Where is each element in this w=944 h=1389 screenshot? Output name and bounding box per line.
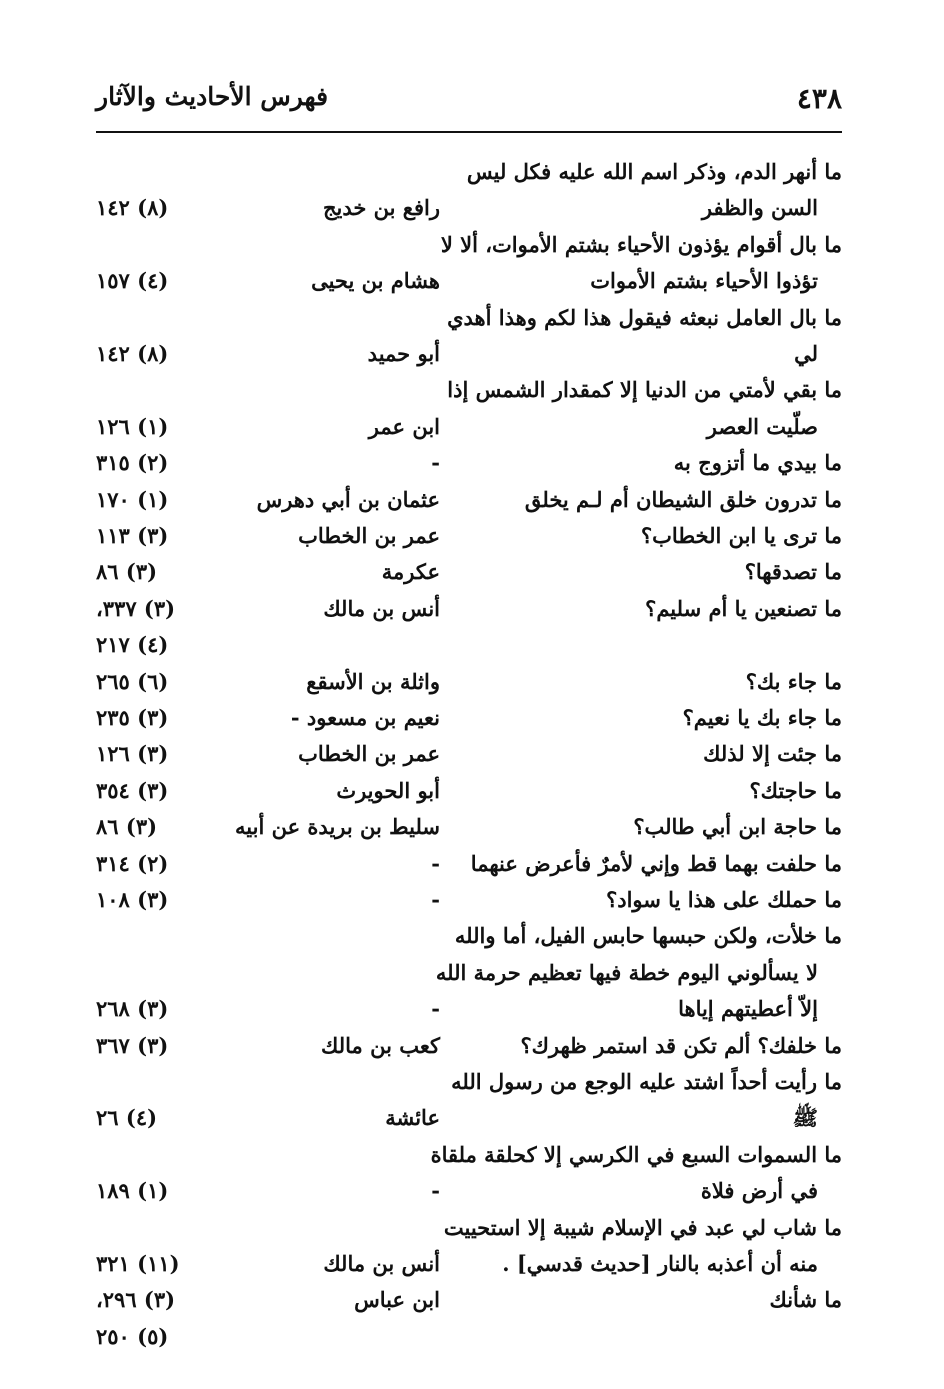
narrator: - [431, 850, 440, 876]
hadith-text: ما خلأت، ولكن حبسها حابس الفيل، أما والله [454, 923, 842, 949]
hadith-text: ما جئت إلا لذلك [703, 741, 842, 767]
hadith-text-continuation: السن والظفر [701, 195, 818, 221]
narrator: أبو حميد [367, 341, 440, 366]
volume-page-ref: (٨) ١٤٢ [96, 195, 169, 221]
volume-page-ref: (٣) ١٢٦ [96, 741, 169, 767]
volume-page-ref: (٤) ٢٦ [96, 1105, 158, 1131]
volume-page-ref: (٢) ٣١٥ [96, 450, 169, 476]
hadith-text-continuation: إلاّ أعطيتهم إياها [678, 996, 818, 1022]
hadith-text: ما خلفك؟ ألم تكن قد استمر ظهرك؟ [520, 1032, 842, 1058]
running-title: فهرس الأحاديث والآثار [96, 82, 329, 111]
hadith-text: ما جاء بك؟ [745, 668, 842, 694]
volume-page-ref: (٥) ٢٥٠ [96, 1323, 169, 1349]
narrator: ابن عباس [354, 1287, 440, 1313]
page-header [96, 78, 842, 126]
narrator: أبو الحويرث [336, 777, 440, 803]
narrator: أنس بن مالك [323, 1251, 440, 1276]
narrator: - [431, 1178, 440, 1204]
hadith-text: ما حملك على هذا يا سواد؟ [606, 887, 842, 912]
volume-page-ref: (٤) ١٥٧ [96, 268, 169, 294]
volume-page-ref: (٣) ١١٣ [96, 523, 169, 548]
volume-page-ref: (٢) ٣١٤ [96, 850, 169, 876]
narrator: نعيم بن مسعود - [290, 705, 440, 730]
volume-page-ref: (١١) ٣٢١ [96, 1251, 180, 1276]
hadith-text-continuation: في أرض فلاة [700, 1178, 818, 1204]
hadith-text: ما تصدقها؟ [744, 559, 842, 585]
volume-page-ref: (٣) ٨٦ [96, 559, 158, 585]
volume-page-ref: (٣) ٨٦ [96, 814, 158, 840]
hadith-text: ما حاجة ابن أبي طالب؟ [633, 814, 842, 840]
hadith-text: ما شأنك [769, 1287, 842, 1313]
narrator: هشام بن يحيى [311, 268, 440, 294]
hadith-text-continuation: تؤذوا الأحياء بشتم الأموات [590, 268, 818, 294]
narrator: - [431, 450, 440, 476]
hadith-text-continuation: منه أن أعذبه بالنار [حديث قدسي] . [502, 1251, 818, 1276]
hadith-text: ما أنهر الدم، وذكر اسم الله عليه فكل ليس [466, 159, 842, 184]
hadith-text: ما بال العامل نبعثه فيقول هذا لكم وهذا أهدي [447, 304, 842, 330]
narrator: عمر بن الخطاب [298, 523, 440, 548]
volume-page-ref: (٤) ٢١٧ [96, 632, 169, 658]
volume-page-ref: (٣) ٢٣٥ [96, 705, 169, 730]
narrator: عائشة [385, 1105, 440, 1131]
volume-page-ref: (٣) ٢٦٨ [96, 996, 169, 1022]
header-divider [96, 131, 842, 133]
hadith-text-continuation: صلّيت العصر [706, 413, 818, 439]
volume-page-ref: (١) ١٧٠ [96, 486, 169, 512]
volume-page-ref: (٨) ١٤٢ [96, 341, 169, 366]
narrator: - [431, 996, 440, 1022]
volume-page-ref: (١) ١٨٩ [96, 1178, 169, 1204]
narrator: - [431, 887, 440, 912]
page-number: ٤٣٨ [796, 82, 842, 115]
volume-page-ref: (٣) ١٠٨ [96, 887, 169, 912]
volume-page-ref: (٣) ٣٥٤ [96, 777, 169, 803]
volume-page-ref: (٣) ٣٣٧، [96, 595, 176, 621]
hadith-text: ما بيدي ما أتزوج به [673, 450, 842, 476]
volume-page-ref: (٦) ٢٦٥ [96, 668, 169, 694]
narrator: عكرمة [381, 559, 440, 585]
volume-page-ref: (٣) ٣٦٧ [96, 1032, 169, 1058]
hadith-text: ما ترى يا ابن الخطاب؟ [641, 523, 842, 548]
narrator: عمر بن الخطاب [298, 741, 440, 767]
hadith-text: ما بقي لأمتي من الدنيا إلا كمقدار الشمس إذا [447, 377, 842, 403]
narrator: رافع بن خديج [322, 195, 440, 221]
hadith-text: ما السموات السبع في الكرسي إلا كحلقة ملقاة [430, 1141, 842, 1167]
narrator: ابن عمر [368, 413, 440, 439]
hadith-text: ما رأيت أحداً اشتد عليه الوجع من رسول الله [451, 1069, 842, 1094]
hadith-text: ما حاجتك؟ [749, 777, 842, 803]
hadith-text: ما بال أقوام يؤذون الأحياء بشتم الأموات، ألا لا [440, 231, 842, 257]
hadith-text-continuation: ﷺ [792, 1105, 818, 1131]
narrator: سليط بن بريدة عن أبيه [235, 814, 440, 840]
volume-page-ref: (٣) ٢٩٦، [96, 1287, 176, 1313]
hadith-text: ما حلفت بهما قط وإني لأمرٌ فأعرض عنهما [470, 850, 842, 876]
hadith-text: ما تصنعين يا أم سليم؟ [645, 595, 842, 621]
hadith-text: ما تدرون خلق الشيطان أم لـم يخلق [524, 486, 842, 512]
narrator: واثلة بن الأسقع [306, 668, 440, 694]
narrator: عثمان بن أبي دهرس [256, 486, 440, 512]
volume-page-ref: (١) ١٢٦ [96, 413, 169, 439]
hadith-text-continuation: لا يسألوني اليوم خطة فيها تعظيم حرمة الله [435, 959, 818, 985]
hadith-text: ما شاب لي عبد في الإسلام شيبة إلا استحييت [443, 1214, 842, 1240]
hadith-text-continuation: لي [794, 341, 818, 366]
hadith-text: ما جاء بك يا نعيم؟ [682, 705, 842, 730]
narrator: كعب بن مالك [321, 1032, 440, 1058]
narrator: أنس بن مالك [323, 595, 440, 621]
